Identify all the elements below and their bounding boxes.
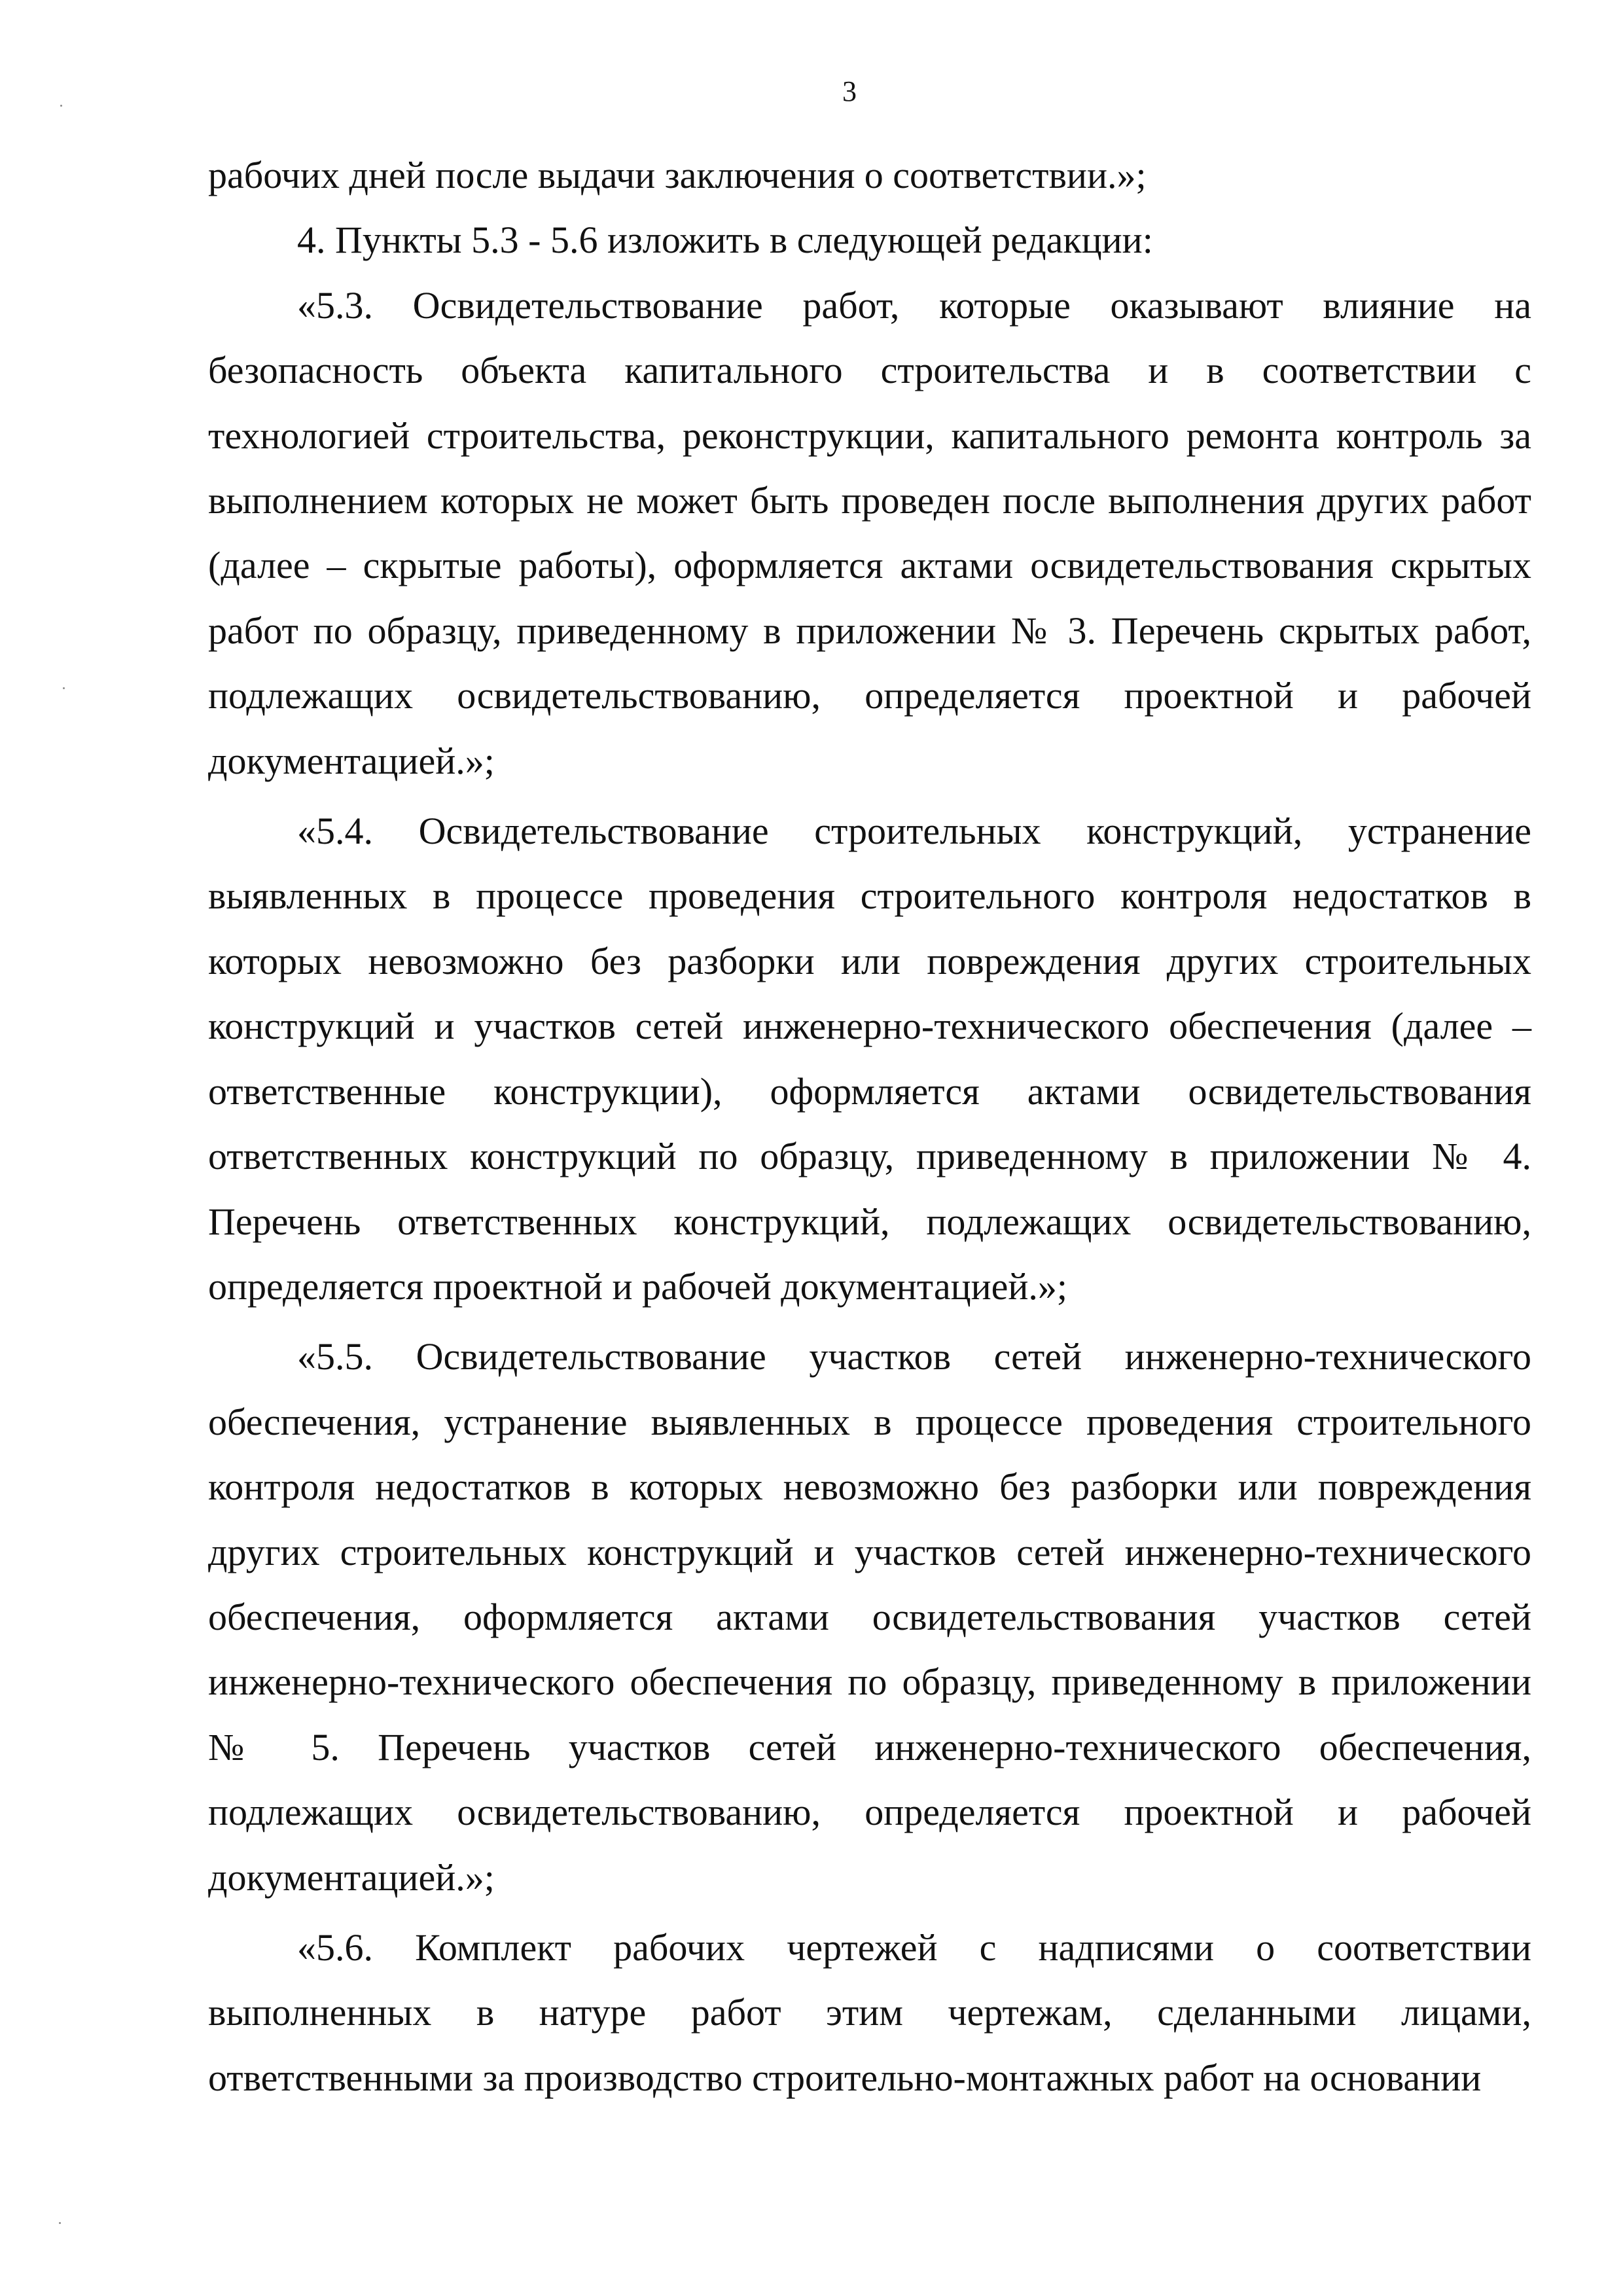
scan-speck (59, 2222, 61, 2224)
scan-speck (63, 687, 65, 689)
scan-speck (60, 105, 62, 107)
paragraph-5-3: «5.3. Освидетельствование работ, которые оказывают влияние на безопасность объекта капитального строительства и в соответствии с технологией строительства, реконструкции, капитального ремонта контроль за выполнением которых не может быть проведен после выполнения других работ (далее – скрытые работы), оформляется актами освидетельствования скрытых работ по образцу, приведенному в приложении № 3. Перечень скрытых работ, подлежащих освидетельствованию, определяется проектной и рабочей документацией.»; (208, 283, 1531, 782)
paragraph-5-4: «5.4. Освидетельствование строительных конструкций, устранение выявленных в процессе проведения строительного контроля недостатков в которых невозможно без разборки или повреждения других строительных конструкций и участков сетей инженерно-технического обеспечения (далее – ответственные конструкции), оформляется актами освидетельствования ответственных конструкций по образцу, приведенному в приложении № 4. Перечень ответственных конструкций, подлежащих освидетельствованию, определяется проектной и рабочей документацией.»; (208, 810, 1531, 1308)
page-number: 3 (842, 75, 857, 107)
paragraph-5-5: «5.5. Освидетельствование участков сетей инженерно-технического обеспечения, устранение выявленных в процессе проведения строительного контроля недостатков в которых невозможно без разборки или повреждения других строительных конструкций и участков сетей инженерно-технического обеспечения, оформляется актами освидетельствования участков сетей инженерно-технического обеспечения по образцу, приведенному в приложении № 5. Перечень участков сетей инженерно-технического обеспечения, подлежащих освидетельствованию, определяется проектной и рабочей документацией.»; (208, 1335, 1531, 1899)
paragraph-5-6: «5.6. Комплект рабочих чертежей с надписями о соответствии выполненных в натуре работ этим чертежам, сделанными лицами, ответственными за производство строительно-монтажных работ на основании (208, 1926, 1531, 2099)
paragraph-item-4: 4. Пункты 5.3 - 5.6 изложить в следующей редакции: (297, 219, 1153, 262)
paragraph-continuation: рабочих дней после выдачи заключения о соответствии.»; (208, 154, 1147, 196)
document-body (208, 143, 1531, 2110)
